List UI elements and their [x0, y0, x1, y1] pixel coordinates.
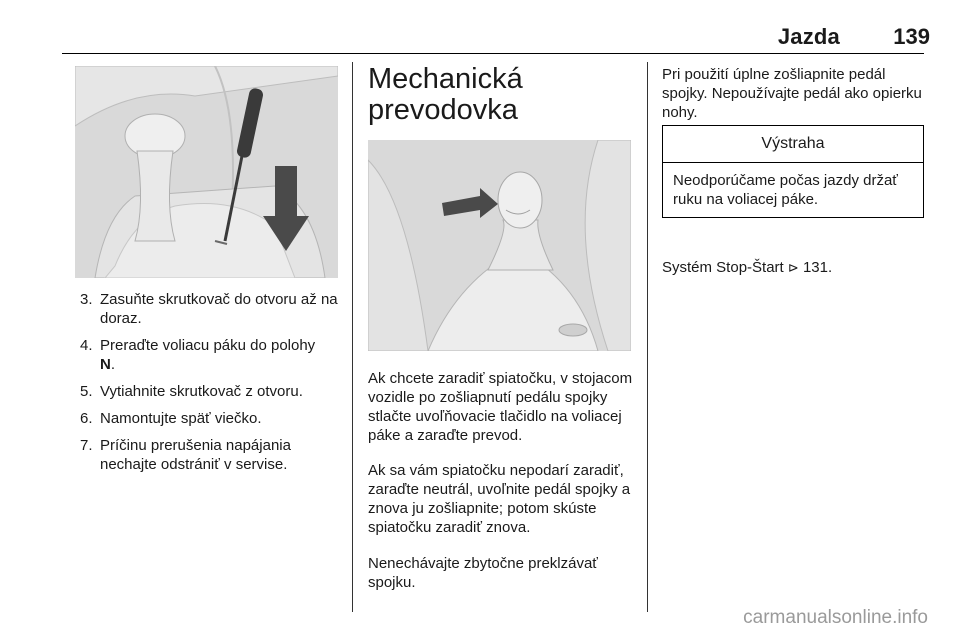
- reference-text: Systém Stop-Štart: [662, 259, 784, 276]
- step-text-wrap: [100, 336, 342, 374]
- selector-lever-screwdriver-illustration: [75, 66, 338, 278]
- warning-body: Neodporúčame počas jazdy držať ruku na voliacej páke.: [673, 172, 898, 208]
- paragraph-clutch-pedal: Pri použití úplne zošliapnite pedál spojky. Nepoužívajte pedál ako opierku nohy.: [662, 66, 922, 121]
- paragraph-clutch-slip: Nenechávajte zbytočne preklzávať spojku.: [368, 555, 598, 591]
- cross-reference[interactable]: [662, 258, 930, 277]
- step-number: 6.: [80, 410, 93, 427]
- gear-position-n: N: [100, 356, 111, 373]
- manual-gear-lever-illustration: [368, 140, 631, 351]
- step-text: Príčinu prerušenia napájania nechajte odstrániť v servise.: [100, 437, 291, 473]
- step-period: .: [110, 356, 116, 373]
- step-number: 5.: [80, 383, 93, 400]
- warning-title: Výstraha: [663, 126, 923, 163]
- reference-page: 131.: [802, 259, 833, 276]
- header-rule: [62, 53, 924, 54]
- paragraph-reverse-retry: Ak sa vám spiatočku nepodarí zaradiť, zaraďte neutrál, uvoľnite pedál spojky a znova ju zošliapnite; potom skúste spiatočku zaradiť znova.: [368, 462, 631, 536]
- section-title: Mechanická prevodovka: [368, 63, 523, 126]
- list-item: [80, 409, 342, 428]
- reference-arrow-icon: ⊳: [787, 260, 799, 275]
- list-item: [80, 336, 342, 374]
- procedure-steps: [80, 290, 342, 482]
- watermark: carmanualsonline.info: [743, 607, 928, 628]
- list-item: [80, 382, 342, 401]
- running-header-title: Jazda: [777, 24, 840, 49]
- paragraph-reverse-gear: Ak chcete zaradiť spiatočku, v stojacom vozidle po zošliapnutí pedálu spojky stlačte uvoľňovacie tlačidlo na voliacej páke a zaraďte prevod.: [368, 370, 633, 444]
- step-text: Vytiahnite skrutkovač z otvoru.: [100, 383, 303, 400]
- step-number: 7.: [80, 437, 93, 454]
- step-text: Zasuňte skrutkovač do otvoru až na doraz.: [100, 291, 338, 327]
- page-number: 139: [893, 24, 930, 49]
- warning-box: [662, 125, 924, 218]
- step-text: Preraďte voliacu páku do polohy: [100, 337, 316, 354]
- step-number: 4.: [80, 337, 93, 354]
- step-text: Namontujte späť viečko.: [100, 410, 262, 427]
- step-number: 3.: [80, 291, 93, 308]
- list-item: [80, 436, 342, 474]
- list-item: [80, 290, 342, 328]
- column-divider-left: [352, 62, 353, 612]
- column-divider-right: [647, 62, 648, 612]
